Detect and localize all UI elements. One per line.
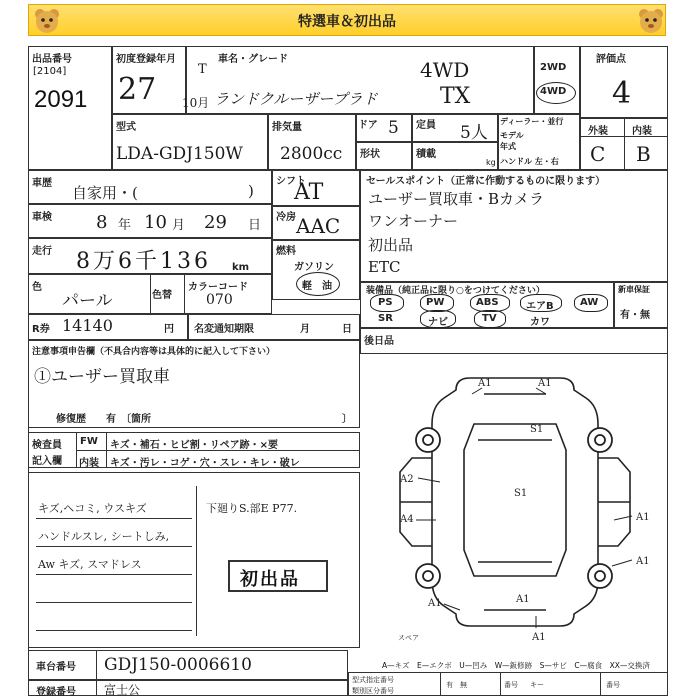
car-name-prefix: T [198, 62, 207, 77]
inspection-day: 29 [204, 212, 227, 233]
mark-s1-hood: S1 [530, 424, 544, 435]
int-value: B [636, 142, 651, 166]
rear-seat-box [360, 328, 668, 354]
transfer-day: 日 [342, 324, 352, 335]
sales-point-line-4: ETC [368, 258, 401, 276]
remark-left-2: ハンドルスレ, シートしみ, [38, 530, 170, 543]
mark-a4-left: A4 [400, 514, 414, 525]
equip-ps-circle [370, 294, 404, 312]
equip-tv: TV [482, 313, 497, 324]
fw-label: FW [80, 436, 98, 447]
door-value: 5 [388, 118, 399, 138]
inspection-month: 10 [144, 212, 167, 233]
equip-aw: AW [580, 297, 599, 308]
car-drive-value: 4WD [420, 58, 470, 82]
equip-abs: ABS [476, 297, 499, 308]
use-row [28, 170, 272, 204]
equip-sr: SR [378, 313, 393, 324]
color-value: パール [62, 291, 113, 311]
repair-history: 修復歴 有 〔箇所 [56, 414, 151, 425]
fuel-diesel: 軽 油 [302, 281, 332, 292]
registration-row [28, 680, 348, 696]
first-stamp-text: 初出品 [240, 569, 300, 590]
color-change-label: 色替 [152, 290, 172, 301]
color-code-label: カラーコード [188, 282, 248, 293]
remark-left-1: キズ,ヘコミ, ウスキズ [38, 502, 147, 515]
aircon-value: AAC [296, 214, 341, 238]
inspection-year: 8 [96, 212, 108, 233]
displacement-value: 2800cc [280, 144, 343, 164]
equip-leather: カワ [530, 317, 550, 328]
recycle-value: 14140 [62, 316, 113, 335]
mark-a1-rear: A1 [532, 632, 546, 643]
equip-ps: PS [378, 297, 393, 308]
recycle-label: R券 [32, 324, 50, 335]
load-unit: kg [486, 158, 496, 167]
footer-class-no: 類別区分番号 [352, 687, 394, 695]
repair-close: 〕 [342, 414, 352, 425]
equip-airbag: エアB [526, 301, 554, 312]
ext-label: 外装 [588, 126, 608, 137]
recycle-unit: 円 [164, 324, 174, 335]
mark-a1-front-left: A1 [478, 378, 492, 389]
mark-a2-left: A2 [400, 474, 414, 485]
chassis-value: GDJ150-0006610 [104, 655, 252, 675]
auction-no-label: 出品番号 [32, 54, 72, 65]
inspection-label: 車検 [32, 212, 52, 223]
mileage-value: 8万6千136 [76, 249, 211, 274]
mark-a1-right: A1 [636, 512, 650, 523]
footer-key-no: 番号 [606, 681, 620, 689]
dealer-line4: ハンドル 左・右 [500, 157, 559, 166]
new-warranty-value: 有・無 [620, 310, 650, 321]
first-reg-year: 27 [118, 72, 157, 107]
car-body-outline [432, 378, 598, 626]
dealer-line3: 年式 [500, 142, 516, 151]
aircon-label: 冷房 [276, 212, 296, 223]
damage-legend: A—キズ E—エクボ U—凹み W—鈑修跡 S—サビ C—腐食 XX—交換済 [382, 661, 650, 670]
model-label: 型式 [116, 122, 136, 133]
mileage-unit: km [232, 262, 250, 273]
color-label: 色 [32, 282, 42, 293]
ext-value: C [590, 142, 606, 166]
auction-no-code: [2104] [33, 66, 67, 77]
sales-point-line-3: 初出品 [368, 236, 414, 254]
capacity-value: 5人 [460, 123, 488, 143]
equip-navi: ナビ [428, 317, 448, 328]
rear-seat-label: 後日品 [364, 336, 394, 347]
mascot-right-icon [636, 6, 666, 34]
equip-aw-circle [574, 294, 608, 312]
car-name-label: 車名・グレード [218, 54, 288, 65]
transfer-month: 月 [300, 324, 310, 335]
drive-2wd: 2WD [540, 62, 567, 73]
shape-label: 形状 [360, 149, 380, 160]
new-warranty-label: 新車保証 [618, 285, 650, 294]
interior-label: 内装 [79, 458, 99, 469]
mark-a1-front-right: A1 [538, 378, 552, 389]
mark-spare: スペア [398, 634, 419, 642]
header-banner [28, 4, 666, 36]
inspection-day-unit: 日 [248, 218, 262, 233]
dealer-line2: モデル [500, 131, 524, 140]
equip-airbag-circle [520, 294, 562, 312]
equip-tv-circle [474, 310, 506, 328]
mileage-label: 走行 [32, 246, 52, 257]
model-value: LDA-GDJ150W [116, 144, 243, 164]
equip-pw: PW [426, 297, 445, 308]
car-damage-diagram [360, 354, 668, 650]
load-label: 積載 [416, 149, 436, 160]
sales-point-line-1: ユーザー買取車・Bカメラ [368, 190, 545, 208]
mascot-left-icon [32, 6, 62, 34]
mark-a1-rear-left: A1 [428, 598, 442, 609]
registration-label: 登録番号 [36, 687, 76, 698]
car-roof-outline [464, 424, 566, 576]
registration-value: 富士公 [104, 683, 141, 697]
mark-s1-roof: S1 [514, 488, 528, 499]
wheels [416, 428, 612, 588]
car-name-value: ランドクルーザープラド [214, 90, 378, 108]
capacity-label: 定員 [416, 120, 436, 131]
interior-items: キズ・汚レ・コゲ・穴・スレ・キレ・破レ [110, 458, 300, 469]
footer-key: キー [530, 681, 544, 689]
inspection-month-unit: 月 [172, 218, 186, 233]
checker-label-2: 記入欄 [32, 456, 62, 467]
shift-label: シフト [276, 176, 306, 187]
remark-left-3: Aw キズ, スマドレス [38, 558, 142, 571]
fw-items: キズ・補石・ヒビ割・リペア跡・×要 [110, 440, 278, 451]
mark-a1-right-rear: A1 [636, 556, 650, 567]
first-reg-label: 初度登録年月 [116, 54, 176, 65]
grade-value: 4 [612, 76, 632, 111]
sales-point-label: セールスポイント（正常に作動するものに限ります） [366, 176, 606, 187]
inspection-year-unit: 年 [118, 218, 132, 233]
car-grade-value: TX [440, 84, 471, 109]
remark-right: 下廻りS.部E P77. [206, 502, 298, 515]
fuel-gas: ガソリン [294, 262, 334, 273]
fuel-label: 燃料 [276, 246, 296, 257]
header-title: 特選車＆初出品 [298, 14, 396, 30]
int-label: 内装 [632, 126, 652, 137]
door-label: ドア [358, 120, 378, 131]
equip-navi-circle [420, 310, 456, 328]
shift-value: AT [294, 180, 324, 205]
use-label: 車歴 [32, 178, 52, 189]
footer-number: 番号 [504, 681, 518, 689]
color-code-value: 070 [206, 292, 233, 308]
use-close: ) [248, 182, 254, 200]
grade-label: 評価点 [596, 54, 626, 65]
displacement-label: 排気量 [272, 122, 302, 133]
first-reg-month: 10月 [182, 96, 210, 110]
drive-4wd: 4WD [540, 86, 567, 97]
auction-no-number: 2091 [34, 86, 88, 113]
sales-point-line-2: ワンオーナー [368, 212, 459, 230]
equipment-label: 装備品（純正品に限り○をつけてください） [366, 286, 545, 296]
use-value: 自家用・( [72, 184, 138, 202]
notes-text: ①ユーザー買取車 [34, 367, 170, 387]
chassis-label: 車台番号 [36, 662, 76, 673]
notes-label: 注意事項申告欄（不具合内容等は具体的に記入して下さい） [32, 347, 276, 357]
checker-label-1: 検査員 [32, 440, 62, 451]
footer-type-no: 型式指定番号 [352, 676, 394, 684]
mark-a1-trunk: A1 [516, 594, 530, 605]
dealer-line1: ディーラー・並行 [500, 117, 564, 126]
transfer-label: 名変通知期限 [194, 324, 254, 335]
footer-yesno: 有 無 [446, 681, 467, 689]
